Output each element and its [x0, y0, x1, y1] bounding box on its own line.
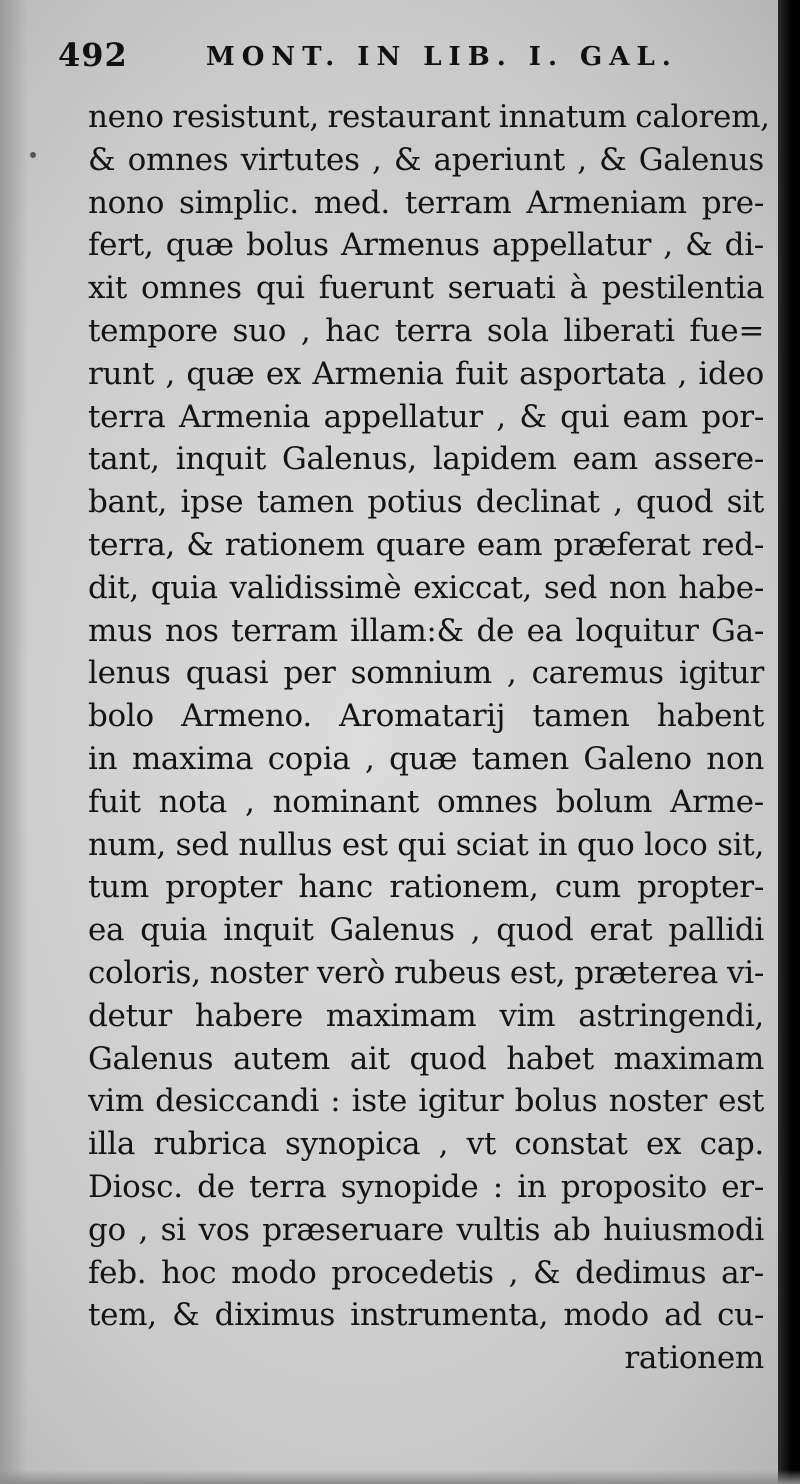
text-line: in maxima copia , quæ tamen Galeno non: [88, 740, 764, 777]
page-header: [58, 36, 758, 80]
text-line: detur habere maximam vim astringendi,: [88, 997, 764, 1034]
body-text: [88, 96, 770, 1380]
text-line: go , si vos præseruare vultis ab huiusmodi: [88, 1211, 764, 1248]
text-line: bolo Armeno. Aromatarij tamen habent: [88, 698, 764, 735]
text-line: tem, & diximus instrumenta, modo ad cu-: [88, 1297, 764, 1334]
text-line: coloris, noster verò rubeus est, præterea vi-: [88, 954, 764, 991]
text-line: num, sed nullus est qui sciat in quo loco sit,: [88, 826, 764, 863]
text-line: neno resistunt, restaurant innatum calorem,: [88, 99, 770, 135]
text-line: tant, inquit Galenus, lapidem eam assere-: [88, 441, 764, 478]
text-line: & omnes virtutes , & aperiunt , & Galenus: [88, 141, 764, 178]
page-edge-dark: [778, 0, 800, 1484]
text-line: runt , quæ ex Armenia fuit asportata , ideo: [88, 355, 764, 392]
running-head: MONT. IN LIB. I. GAL.: [206, 42, 678, 72]
margin-mark: [30, 152, 36, 158]
text-line: fert, quæ bolus Armenus appellatur , & di-: [88, 227, 764, 264]
text-line: ea quia inquit Galenus , quod erat pallidi: [88, 912, 764, 949]
text-line: tempore suo , hac terra sola liberati fue=: [88, 312, 764, 349]
text-line: terra, & rationem quare eam præferat red-: [88, 526, 764, 563]
text-line: lenus quasi per somnium , caremus igitur: [88, 655, 764, 692]
catchword: rationem: [624, 1340, 764, 1377]
text-line: illa rubrica synopica , vt constat ex cap.: [88, 1126, 764, 1163]
text-line: Diosc. de terra synopide : in proposito er-: [88, 1168, 764, 1205]
text-line: mus nos terram illam:& de ea loquitur Ga-: [88, 612, 764, 649]
page-number: 492: [58, 36, 128, 74]
text-line: terra Armenia appellatur , & qui eam por-: [88, 398, 764, 435]
text-line: vim desiccandi : iste igitur bolus noster est: [88, 1083, 764, 1120]
text-line: xit omnes qui fuerunt seruati à pestilentia: [88, 270, 764, 307]
text-line: tum propter hanc rationem, cum propter-: [88, 869, 764, 906]
page-bottom-shadow: [0, 1470, 800, 1484]
text-line: bant, ipse tamen potius declinat , quod sit: [88, 484, 764, 521]
gutter-shadow: [0, 0, 28, 1484]
text-line: Galenus autem ait quod habet maximam: [88, 1040, 764, 1077]
text-line: fuit nota , nominant omnes bolum Arme-: [88, 783, 764, 820]
text-line: feb. hoc modo procedetis , & dedimus ar-: [88, 1254, 764, 1291]
text-line: dit, quia validissimè exiccat, sed non habe-: [88, 569, 764, 606]
text-line: nono simplic. med. terram Armeniam pre-: [88, 184, 764, 221]
